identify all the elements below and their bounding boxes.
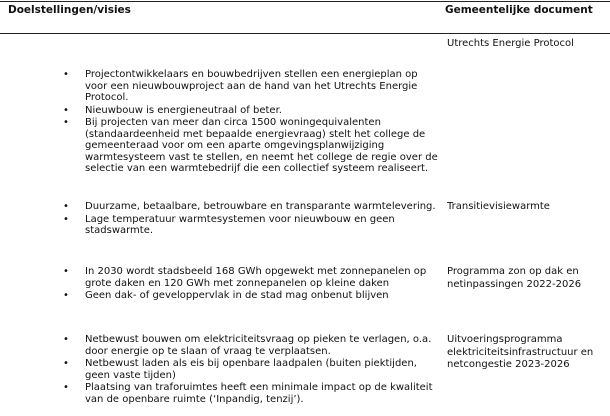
goal-item: • Projectontwikkelaars en bouwbedrijven stellen een energieplan op voor een nieuwbouwproject aan de hand van het Utrechts Energie Protocol. <box>63 69 418 103</box>
goal-item: • Geen dak- of geveloppervlak in de stad mag onbenut blijven <box>63 290 389 301</box>
bullet-icon: • <box>63 334 69 345</box>
goal-list <box>0 266 439 303</box>
table-top-rule <box>0 1 610 2</box>
goal-list <box>0 334 439 406</box>
bullet-icon: • <box>63 358 69 369</box>
goal-item: • Nieuwbouw is energieneutraal of beter. <box>63 104 282 116</box>
column-header-goals: Doelstellingen/visies <box>8 4 131 16</box>
goal-item: • Duurzame, betaalbare, betrouwbare en transparante warmtelevering. <box>63 201 436 212</box>
goal-item: • Plaatsing van traforuimtes heeft een minimale impact op de kwaliteit van de openbare ruimte (‘Inpandig, tenzij’). <box>63 382 433 405</box>
column-header-document: Gemeentelijke document <box>445 4 593 16</box>
bullet-icon: • <box>63 104 69 116</box>
document-name: Transitievisiewarmte <box>447 201 550 212</box>
bullet-icon: • <box>63 213 69 225</box>
goal-item: • Netbewust bouwen om elektriciteitsvraag op pieken te verlagen, o.a. door energie op te slaan of vraag te verplaatsen. <box>63 334 432 357</box>
document-name: Utrechts Energie Protocol <box>447 38 574 49</box>
goal-item: • Lage temperatuur warmtesystemen voor nieuwbouw en geen stadswarmte. <box>63 213 395 236</box>
goal-list <box>0 201 439 238</box>
header-divider <box>0 33 610 34</box>
goal-item: • Netbewust laden als eis bij openbare laadpalen (buiten piektijden, geen vaste tijden) <box>63 358 417 381</box>
goal-list <box>0 69 439 176</box>
bullet-icon: • <box>63 266 69 277</box>
document-name: Programma zon op dak en netinpassingen 2022-2026 <box>447 266 582 290</box>
bullet-icon: • <box>63 201 69 212</box>
bullet-icon: • <box>63 117 69 128</box>
bullet-icon: • <box>63 290 69 301</box>
document-name: Uitvoeringsprogramma elektriciteitsinfrastructuur en netcongestie 2023-2026 <box>447 334 594 370</box>
goal-item: • Bij projecten van meer dan circa 1500 woningequivalenten (standaardeenheid met bepaalde energievraag) stelt het college de gemeenteraad voor om een aparte omgevingsplanwijziging warmtesysteem vast te stellen, en neemt het college de regie over de selectie van een warmtebedrijf die een collectief systeem realiseert. <box>63 117 438 174</box>
bullet-icon: • <box>63 69 69 80</box>
bullet-icon: • <box>63 382 69 393</box>
goal-item: • In 2030 wordt stadsbeeld 168 GWh opgewekt met zonnepanelen op grote daken en 120 GWh met zonnepanelen op kleine daken <box>63 266 427 289</box>
